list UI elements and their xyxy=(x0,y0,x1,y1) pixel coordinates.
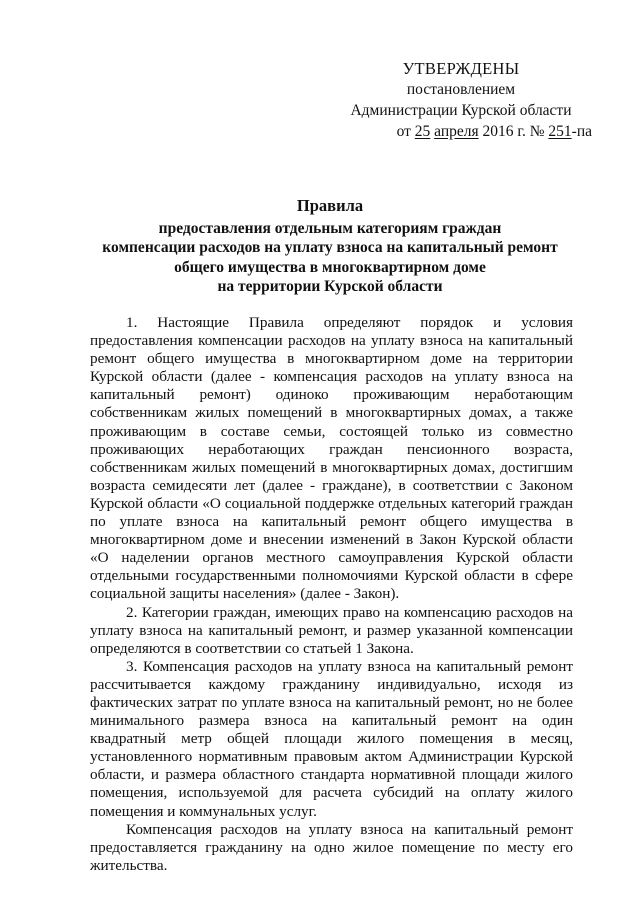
paragraph-4: Компенсация расходов на уплату взноса на капитальный ремонт предоставляется гражданину на одно жилое помещение по месту его жительства. xyxy=(90,820,573,874)
approval-line-1: постановлением xyxy=(406,81,516,98)
approval-number: 251 xyxy=(548,123,572,140)
approval-line-2: Администрации Курской области xyxy=(350,102,572,119)
document-body xyxy=(90,314,573,875)
title-line-1: Правила xyxy=(296,196,364,215)
approval-stamp xyxy=(330,58,592,142)
title-line-3: компенсации расходов на уплату взноса на капитальный ремонт xyxy=(102,239,558,256)
title-line-4: общего имущества в многоквартирном доме xyxy=(174,258,486,276)
title-line-2: предоставления отдельным категориям граждан xyxy=(158,219,502,237)
paragraph-3: 3. Компенсация расходов на уплату взноса на капитальный ремонт рассчитывается каждому гражданину индивидуально, исходя из фактических затрат по уплате взноса на капитальный ремонт, но не более минимального размера взноса на капитальный ремонт на один квадратный метр общей площади жилого помещения в месяц, установленного нормативным правовым актом Администрации Курской области, и размера областного стандарта нормативной площади жилого помещения, используемой для расчета субсидий на оплату жилого помещения и коммунальных услуг. xyxy=(90,657,573,820)
title-line-5: на территории Курской области xyxy=(217,278,443,295)
approval-date-line xyxy=(330,121,592,142)
paragraph-1: 1. Настоящие Правила определяют порядок и условия предоставления компенсации расходов на уплату взноса на капитальный ремонт общего имущества в многоквартирном доме на территории Курской области (далее - компенсация расходов на уплату взноса на капитальный ремонт) одиноко проживающим неработающим собственникам жилых помещений в многоквартирных домах, а также проживающим в составе семьи, состоящей только из совместно проживающих неработающих граждан пенсионного возраста, собственникам жилых помещений в многоквартирных домах, достигшим возраста семидесяти лет (далее - граждане), в соответствии с Законом Курской области «О социальной поддержке отдельных категорий граждан по уплате взноса на капитальный ремонт общего имущества в многоквартирном доме и внесении изменений в Закон Курской области «О наделении органов местного самоуправления Курской области отдельными государственными полномочиями Курской области в сфере социальной защиты населения» (далее - Закон). xyxy=(90,314,573,603)
paragraph-2: 2. Категории граждан, имеющих право на компенсацию расходов на уплату взноса на капитальный ремонт, и размер указанной компенсации определяются в соответствии со статьей 1 Закона. xyxy=(90,603,573,657)
approval-date-prefix: от xyxy=(396,123,415,140)
approval-day: 25 xyxy=(414,123,431,140)
approval-number-suffix: -па xyxy=(571,123,592,140)
approval-year: 2016 г. № xyxy=(478,123,549,140)
approval-month: апреля xyxy=(434,123,479,140)
document-title xyxy=(90,196,570,297)
approval-heading: УТВЕРЖДЕНЫ xyxy=(402,59,520,78)
